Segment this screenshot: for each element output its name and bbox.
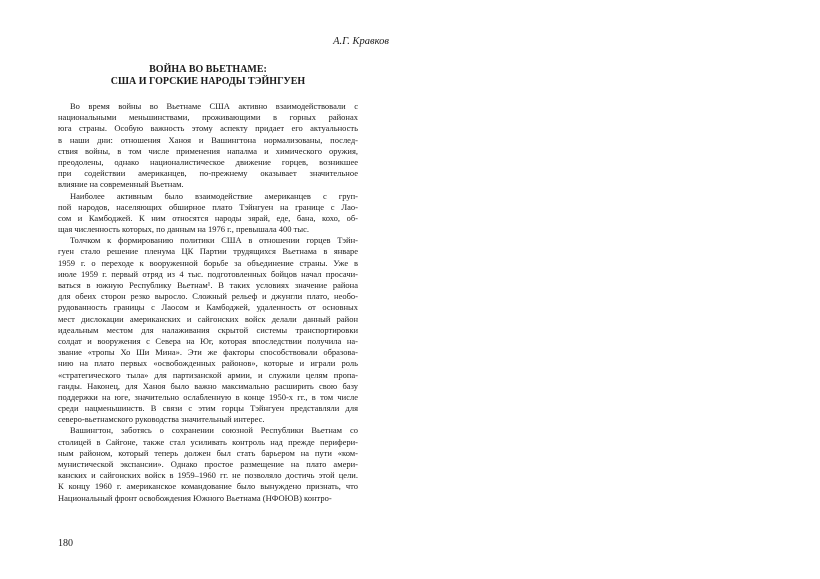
page-number: 180 xyxy=(58,538,73,549)
author-name: А.Г. Кравков xyxy=(333,36,389,47)
text-line: «стратегического тыла» для партизанской армии, и служили целям пропа- xyxy=(58,369,358,380)
text-line: июле 1959 г. первый отряд из 4 тыс. подготовленных бойцов начал просачи- xyxy=(58,268,358,279)
text-line: сом и Камбоджей. К ним относятся народы зярай, еде, бана, кохо, об- xyxy=(58,212,358,223)
text-line: гуен стало решение пленума ЦК Партии трудящихся Вьетнама в январе xyxy=(58,246,358,257)
paragraph xyxy=(58,101,358,191)
text-line: мунистической экспансии». Однако простое размещение на плато амери- xyxy=(58,459,358,469)
title-line: ВОЙНА ВО ВЬЕТНАМЕ: xyxy=(149,64,267,75)
text-line: Вашингтон, заботясь о сохранении союзной Республики Вьетнам со xyxy=(70,425,358,436)
text-line: идеальным местом для налаживания скрытой системы транспортировки xyxy=(58,324,358,335)
text-line: национальными меньшинствами, проживающими в горных районах xyxy=(58,112,358,123)
text-line: Толчком к формированию политики США в отношении горцев Тэйн- xyxy=(70,235,358,246)
text-line: пой народов, населяющих обширное плато Тэйнгуен на границе с Лао- xyxy=(58,201,358,212)
text-line: щая численность которых, по данным на 1976 г., превышала 400 тыс. xyxy=(58,224,309,235)
text-line: К концу 1960 г. американское командование было вынуждено признать, что xyxy=(58,481,358,492)
text-line: ганды. Наконец, для Ханоя было важно максимально расширить свою базу xyxy=(58,380,358,391)
text-line: мест дислокации американских и сайгонских войск делали данный район xyxy=(58,313,358,324)
text-line: Во время войны во Вьетнаме США активно взаимодействовали с xyxy=(70,101,358,111)
paragraph xyxy=(58,191,358,236)
text-line: в наши дни: отношения Ханоя и Вашингтона нормализованы, послед- xyxy=(58,134,358,145)
text-line: для обеих сторон резко выросло. Сложный рельеф и джунгли плато, необо- xyxy=(58,291,358,302)
text-line: нию на плато первых «освобожденных районов», которые и играли роль xyxy=(58,358,358,369)
text-line: ствия войны, в том числе применения напалма и химического оружия, xyxy=(58,145,358,156)
text-line: столицей в Сайгоне, также стал усиливать контроль над прежде перифери- xyxy=(58,436,358,447)
text-line: Наиболее активным было взаимодействие американцев с груп- xyxy=(70,190,358,201)
text-line: поддержки на юге, значительно ослабленную в конце 1950-х гг., в том числе xyxy=(58,391,358,402)
article-body xyxy=(58,101,358,504)
text-line: преодолены, однако националистическое движение горцев, возникшее xyxy=(58,156,358,167)
text-line: Национальный фронт освобождения Южного Вьетнама (НФОЮВ) контро- xyxy=(58,492,332,503)
text-line: ваться в южную Республику Вьетнам¹. В таких условиях значение района xyxy=(58,280,358,290)
text-line: канских и сайгонских войск в 1959–1960 гг. не позволяло достичь этой цели. xyxy=(58,470,358,481)
text-line: солдат и вооружения с Севера на Юг, которая впоследствии получила на- xyxy=(58,335,358,346)
text-line: влияние на современный Вьетнам. xyxy=(58,179,184,190)
text-line: при содействии американцев, по-прежнему оказывает значительное xyxy=(58,168,358,179)
text-line: среди нацменьшинств. В связи с этим горцы Тэйнгуен представляли для xyxy=(58,403,358,414)
paragraph xyxy=(58,425,358,503)
paragraph xyxy=(58,235,358,425)
text-line: рудованность границы с Лаосом и Камбоджей, удаленность от основных xyxy=(58,302,358,313)
text-line: 1959 г. о переходе к вооруженной борьбе за объединение страны. Уже в xyxy=(58,257,358,268)
text-line: юга страны. Особую важность этому аспекту придает его актуальность xyxy=(58,123,358,134)
title-line: США И ГОРСКИЕ НАРОДЫ ТЭЙНГУЕН xyxy=(110,76,306,87)
text-line: звание «тропы Хо Ши Мина». Эти же факторы способствовали образова- xyxy=(58,347,358,358)
text-line: северо-вьетнамского руководства значительный интерес. xyxy=(58,414,265,425)
text-line: ным районом, который теперь должен был стать барьером на пути «ком- xyxy=(58,447,358,458)
article-title xyxy=(58,64,358,88)
